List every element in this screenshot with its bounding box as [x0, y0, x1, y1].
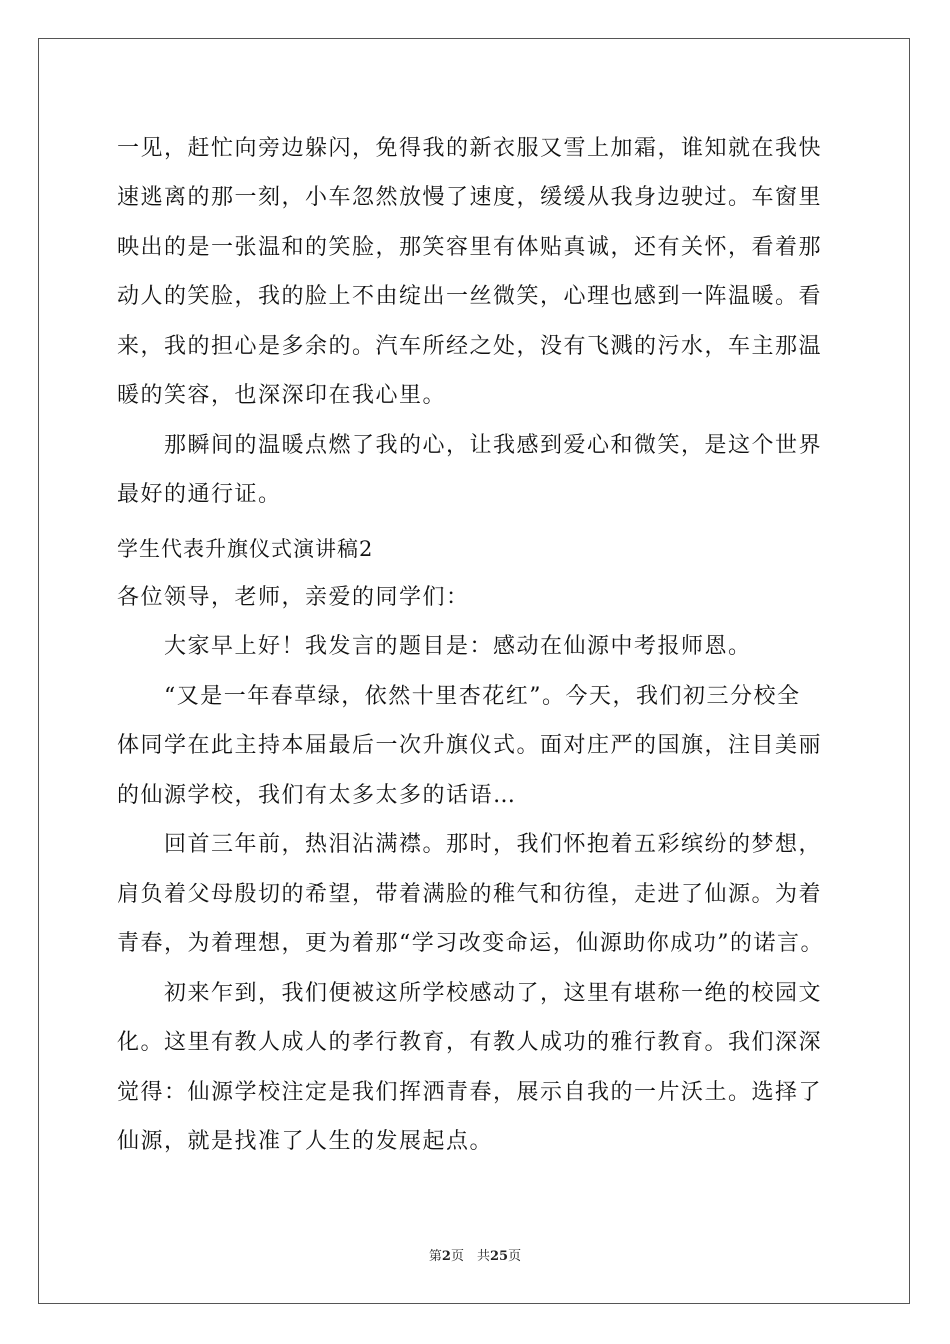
footer-mid: 页 共	[450, 1249, 490, 1264]
body-line: 青春，为着理想，更为着那“学习改变命运，仙源助你成功”的诺言。	[117, 931, 824, 956]
body-line: 觉得：仙源学校注定是我们挥洒青春，展示自我的一片沃土。选择了	[117, 1080, 823, 1105]
footer-prefix: 第	[428, 1249, 442, 1264]
body-line: 体同学在此主持本届最后一次升旗仪式。面对庄严的国旗，注目美丽	[117, 733, 823, 758]
total-page-count: 25	[489, 1249, 509, 1264]
body-line: “又是一年春草绿，依然十里杏花红”。今天，我们初三分校全	[117, 684, 801, 709]
footer-suffix: 页	[508, 1249, 522, 1264]
body-line: 大家早上好！我发言的题目是：感动在仙源中考报师恩。	[117, 634, 752, 659]
body-line: 动人的笑脸，我的脸上不由绽出一丝微笑，心理也感到一阵温暖。看	[117, 284, 823, 309]
body-line: 初来乍到，我们便被这所学校感动了，这里有堪称一绝的校园文	[117, 981, 823, 1006]
body-line: 仙源，就是找准了人生的发展起点。	[117, 1129, 494, 1154]
body-line: 映出的是一张温和的笑脸，那笑容里有体贴真诚，还有关怀，看着那	[117, 235, 823, 260]
body-line: 回首三年前，热泪沾满襟。那时，我们怀抱着五彩缤纷的梦想，	[117, 832, 823, 857]
page-border	[38, 38, 910, 1304]
page-footer	[0, 1245, 950, 1264]
body-line: 暖的笑容，也深深印在我心里。	[117, 383, 447, 408]
body-line: 那瞬间的温暖点燃了我的心，让我感到爱心和微笑，是这个世界	[117, 433, 823, 458]
body-line: 一见，赶忙向旁边躲闪，免得我的新衣服又雪上加霜，谁知就在我快	[117, 136, 823, 161]
body-line: 最好的通行证。	[117, 482, 282, 507]
body-line: 速逃离的那一刻，小车忽然放慢了速度，缓缓从我身边驶过。车窗里	[117, 185, 823, 210]
body-line: 的仙源学校，我们有太多太多的话语…	[117, 783, 517, 808]
body-line: 肩负着父母殷切的希望，带着满脸的稚气和彷徨，走进了仙源。为着	[117, 882, 823, 907]
body-line: 来，我的担心是多余的。汽车所经之处，没有飞溅的污水，车主那温	[117, 334, 823, 359]
body-line: 化。这里有教人成人的孝行教育，有教人成功的雅行教育。我们深深	[117, 1030, 823, 1055]
salutation-line: 各位领导，老师，亲爱的同学们：	[117, 585, 470, 610]
current-page-number: 2	[441, 1249, 451, 1264]
section-title: 学生代表升旗仪式演讲稿2	[117, 537, 374, 561]
